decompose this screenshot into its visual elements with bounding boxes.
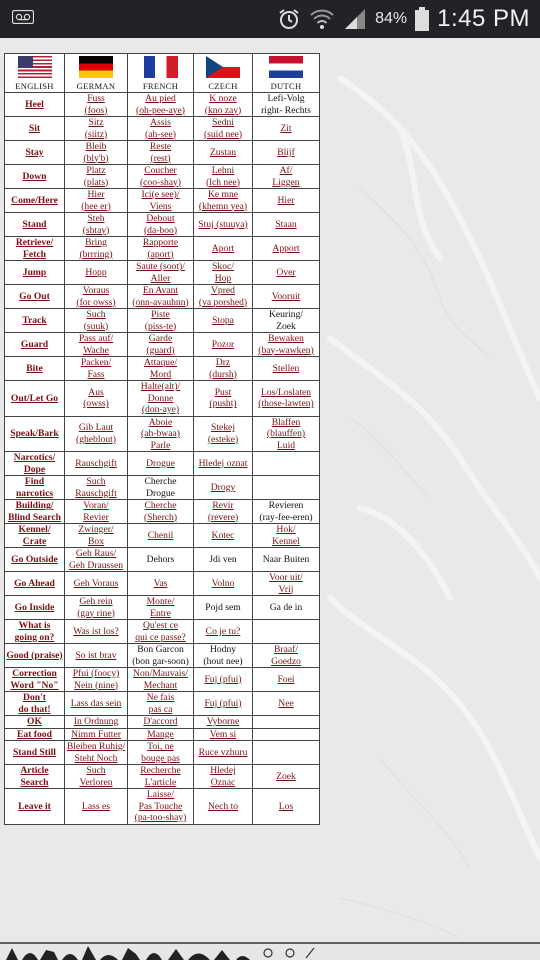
cell-german: Such (suuk) (65, 309, 128, 333)
cell-english: Eat food (5, 728, 65, 741)
cell-german: Lass es (65, 789, 128, 825)
command-row (5, 452, 320, 476)
cell-french: Mange (128, 728, 194, 741)
cell-dutch: Braaf/ Goedzo (253, 644, 320, 668)
command-row (5, 728, 320, 741)
cell-dutch: Blijf (253, 141, 320, 165)
cell-german: Geh rein (gay rine) (65, 596, 128, 620)
cell-french: Halte(alt)/ Donne (don-aye) (128, 381, 194, 417)
cell-dutch: Blaffen (blauffen) Luid (253, 416, 320, 452)
cell-czech: Vpred (va porshed) (194, 285, 253, 309)
cell-german: Pass auf/ Wache (65, 333, 128, 357)
cell-french: En Avant (onn-avauhnn) (128, 285, 194, 309)
cell-french: Saute (soot)/ Aller (128, 261, 194, 285)
cell-english: Down (5, 165, 65, 189)
cell-german: Zwinger/ Box (65, 524, 128, 548)
status-bar (0, 0, 540, 38)
cell-dutch: Los (253, 789, 320, 825)
command-row (5, 716, 320, 729)
cell-english: Stand (5, 213, 65, 237)
cell-german: Bring (brrring) (65, 237, 128, 261)
command-chart (4, 53, 319, 825)
cell-german: Lass das sein (65, 692, 128, 716)
cell-german: Voraus (for owss) (65, 285, 128, 309)
cell-french: D'accord (128, 716, 194, 729)
cell-dutch: Zit (253, 117, 320, 141)
cell-french: Qu'est ce qui ce passe? (128, 620, 194, 644)
cell-english: Good (praise) (5, 644, 65, 668)
command-row (5, 333, 320, 357)
wifi-icon (309, 7, 335, 31)
cell-dutch: Ga de in (253, 596, 320, 620)
cell-english: Bite (5, 357, 65, 381)
cell-dutch: Hier (253, 189, 320, 213)
cell-german: Such Verloren (65, 765, 128, 789)
cell-english: Go Out (5, 285, 65, 309)
cell-czech: Pojd sem (194, 596, 253, 620)
command-table (4, 53, 320, 825)
command-row (5, 381, 320, 417)
cell-french: Vas (128, 572, 194, 596)
cell-french: Ici(e see)/ Viens (128, 189, 194, 213)
cell-czech: Hledej oznat (194, 452, 253, 476)
cell-english: Go Ahead (5, 572, 65, 596)
cell-french: Attaque/ Mord (128, 357, 194, 381)
cell-dutch: Naar Buiten (253, 548, 320, 572)
cell-french: Reste (rest) (128, 141, 194, 165)
cell-english: Retrieve/ Fetch (5, 237, 65, 261)
command-row (5, 476, 320, 500)
command-row (5, 309, 320, 333)
cell-czech: Kotec (194, 524, 253, 548)
cell-french: Rapporte (aport) (128, 237, 194, 261)
cell-czech: Ruce vzhuru (194, 741, 253, 765)
cell-czech: Aport (194, 237, 253, 261)
cell-french: Ne fais pas ca (128, 692, 194, 716)
cell-german: Rauschgift (65, 452, 128, 476)
cell-english: Correction Word "No" (5, 668, 65, 692)
battery-icon (415, 7, 429, 31)
command-row (5, 237, 320, 261)
cell-english: Go Outside (5, 548, 65, 572)
cell-english: Out/Let Go (5, 381, 65, 417)
command-row (5, 524, 320, 548)
command-row (5, 500, 320, 524)
us-flag-icon (18, 56, 52, 78)
cell-dutch (253, 741, 320, 765)
cell-english: Kennel/ Crate (5, 524, 65, 548)
cell-english: Come/Here (5, 189, 65, 213)
command-row (5, 789, 320, 825)
cell-dutch: Lefi-Volg right- Rechts (253, 93, 320, 117)
voicemail-icon (12, 10, 34, 24)
command-row (5, 692, 320, 716)
command-row (5, 572, 320, 596)
cell-german: Gib Laut (gheblout) (65, 416, 128, 452)
cell-czech: Stekej (esteke) (194, 416, 253, 452)
cell-dutch (253, 716, 320, 729)
language-header-english (5, 54, 65, 93)
clock-time: 1:45 PM (437, 5, 530, 32)
cell-czech: Fuj (pfui) (194, 692, 253, 716)
cell-german: Aus (owss) (65, 381, 128, 417)
language-header-czech (194, 54, 253, 93)
cell-dutch: Stellen (253, 357, 320, 381)
cell-dutch: Bewaken (bay-wawken) (253, 333, 320, 357)
cell-german: Steh (shtay) (65, 213, 128, 237)
command-row (5, 213, 320, 237)
alarm-clock-icon (277, 7, 301, 31)
cell-dutch: Foei (253, 668, 320, 692)
cell-german: In Ordnung (65, 716, 128, 729)
cell-french: Chenil (128, 524, 194, 548)
command-row (5, 765, 320, 789)
cell-czech: Hodny (hout nee) (194, 644, 253, 668)
cell-english: Article Search (5, 765, 65, 789)
cell-english: What is going on? (5, 620, 65, 644)
cell-english: OK (5, 716, 65, 729)
command-row (5, 416, 320, 452)
command-row (5, 548, 320, 572)
cell-dutch: Revieren (ray-fee-eren) (253, 500, 320, 524)
czech-flag-icon (206, 56, 240, 78)
cell-english: Go Inside (5, 596, 65, 620)
cell-german: Nimm Futter (65, 728, 128, 741)
cell-french: Au pied (oh-pee-aye) (128, 93, 194, 117)
cell-french: Aboie (ah-bwaa) Parle (128, 416, 194, 452)
cell-german: Hier (hee er) (65, 189, 128, 213)
command-row (5, 165, 320, 189)
language-name: DUTCH (270, 80, 302, 91)
cell-czech: Stopa (194, 309, 253, 333)
cell-czech: Nech to (194, 789, 253, 825)
cell-french: Monte/ Entre (128, 596, 194, 620)
cell-czech: Skoc/ Hop (194, 261, 253, 285)
cell-dutch (253, 728, 320, 741)
cell-czech: Drogy (194, 476, 253, 500)
cell-dutch: Los/Loslaten (those-lawten) (253, 381, 320, 417)
cell-czech: Lehni (lch nee) (194, 165, 253, 189)
cell-dutch: Apport (253, 237, 320, 261)
cell-dutch (253, 620, 320, 644)
cell-english: Sit (5, 117, 65, 141)
cell-french: Drogue (128, 452, 194, 476)
cell-czech: Volno (194, 572, 253, 596)
cell-czech: K noze (kno zay) (194, 93, 253, 117)
command-row (5, 668, 320, 692)
cell-czech: Revir (revere) (194, 500, 253, 524)
cell-czech: Hledej Oznac (194, 765, 253, 789)
cell-french: Cherche Drogue (128, 476, 194, 500)
command-row (5, 644, 320, 668)
cell-english: Stand Still (5, 741, 65, 765)
cell-dutch: Nee (253, 692, 320, 716)
cell-german: Such Rauschgift (65, 476, 128, 500)
cell-german: Geh Raus/ Geh Draussen (65, 548, 128, 572)
cell-german: Was ist los? (65, 620, 128, 644)
cell-czech: Zustan (194, 141, 253, 165)
cell-german: Fuss (foos) (65, 93, 128, 117)
cell-french: Cherche (Sherch) (128, 500, 194, 524)
cell-english: Guard (5, 333, 65, 357)
cell-dutch: Voor uit/ Vrij (253, 572, 320, 596)
cell-german: Voran/ Revier (65, 500, 128, 524)
language-name: FRENCH (142, 80, 179, 91)
cell-german: Bleib (bly'b) (65, 141, 128, 165)
command-row (5, 261, 320, 285)
bottom-dog-silhouette-strip (0, 942, 540, 960)
language-name: CZECH (208, 80, 238, 91)
cell-french: Recherche L'article (128, 765, 194, 789)
cell-czech: Jdi ven (194, 548, 253, 572)
cell-czech: Drz (dursh) (194, 357, 253, 381)
cell-german: Packen/ Fass (65, 357, 128, 381)
command-row (5, 117, 320, 141)
cell-english: Don't do that! (5, 692, 65, 716)
cell-czech: Pust (pusht) (194, 381, 253, 417)
cell-english: Narcotics/ Dope (5, 452, 65, 476)
command-row (5, 285, 320, 309)
language-header-french (128, 54, 194, 93)
cell-czech: Stuj (stuuya) (194, 213, 253, 237)
cell-czech: Vem si (194, 728, 253, 741)
language-name: GERMAN (76, 80, 116, 91)
cell-dutch: Hok/ Kennel (253, 524, 320, 548)
command-row (5, 741, 320, 765)
cell-french: Piste (piss-te) (128, 309, 194, 333)
cell-dutch: Af/ Liggen (253, 165, 320, 189)
command-row (5, 357, 320, 381)
cell-czech: Co je tu? (194, 620, 253, 644)
cell-french: Garde (guard) (128, 333, 194, 357)
cell-dutch: Zoek (253, 765, 320, 789)
cell-dutch (253, 452, 320, 476)
cell-french: Bon Garcon (bon gar-soon) (128, 644, 194, 668)
cell-dutch: Over (253, 261, 320, 285)
command-row (5, 596, 320, 620)
cell-german: Geh Voraus (65, 572, 128, 596)
language-header-row (5, 54, 320, 93)
cell-czech: Vyborne (194, 716, 253, 729)
command-row (5, 93, 320, 117)
cell-french: Non/Mauvais/ Mechant (128, 668, 194, 692)
cell-english: Speak/Bark (5, 416, 65, 452)
cell-german: Bleiben Ruhig/ Steht Noch (65, 741, 128, 765)
cell-english: Building/ Blind Search (5, 500, 65, 524)
command-row (5, 141, 320, 165)
cell-english: Leave it (5, 789, 65, 825)
cell-french: Laisse/ Pas Touche (pa-too-shay) (128, 789, 194, 825)
germany-flag-icon (79, 56, 113, 78)
cell-german: Pfui (foocy) Nein (nine) (65, 668, 128, 692)
cell-english: Jump (5, 261, 65, 285)
cell-german: So ist brav (65, 644, 128, 668)
netherlands-flag-icon (269, 56, 303, 78)
cell-french: Coucher (coo-shay) (128, 165, 194, 189)
cell-french: Toi, ne bouge pas (128, 741, 194, 765)
cell-czech: Pozor (194, 333, 253, 357)
command-row (5, 620, 320, 644)
cell-german: Sitz (siitz) (65, 117, 128, 141)
cell-german: Platz (plats) (65, 165, 128, 189)
battery-percent: 84% (375, 10, 408, 27)
cell-english: Stay (5, 141, 65, 165)
cell-french: Debout (da-boo) (128, 213, 194, 237)
signal-icon (343, 8, 367, 30)
command-row (5, 189, 320, 213)
france-flag-icon (144, 56, 178, 78)
cell-french: Dehors (128, 548, 194, 572)
cell-english: Heel (5, 93, 65, 117)
cell-english: Find narcotics (5, 476, 65, 500)
cell-czech: Ke mne (khemn yea) (194, 189, 253, 213)
cell-dutch: Vooruit (253, 285, 320, 309)
cell-dutch: Staan (253, 213, 320, 237)
cell-dutch (253, 476, 320, 500)
cell-dutch: Keuring/ Zoek (253, 309, 320, 333)
language-header-german (65, 54, 128, 93)
language-header-dutch (253, 54, 320, 93)
language-name: ENGLISH (15, 80, 54, 91)
cell-english: Track (5, 309, 65, 333)
cell-german: Hopp (65, 261, 128, 285)
cell-french: Assis (ah-see) (128, 117, 194, 141)
cell-czech: Fuj (pfui) (194, 668, 253, 692)
cell-czech: Sedni (suid nee) (194, 117, 253, 141)
